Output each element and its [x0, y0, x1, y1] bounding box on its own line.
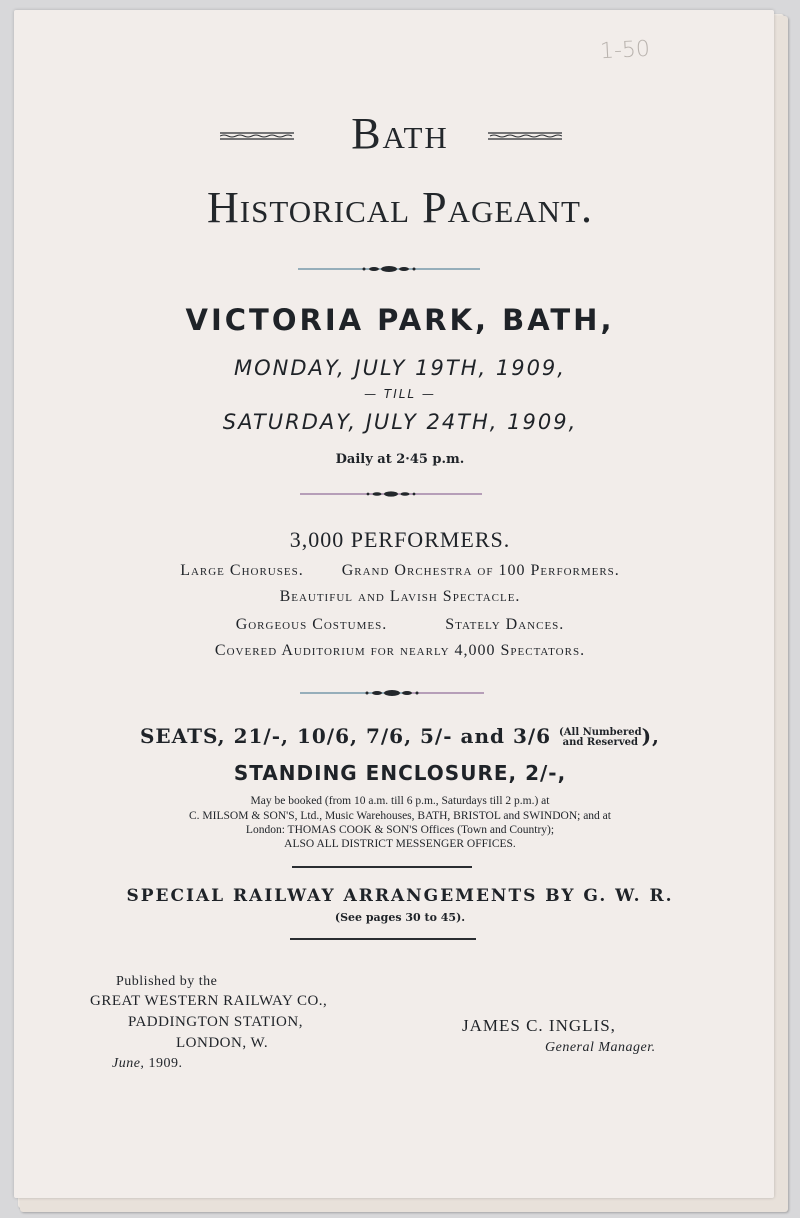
ornament-rule-icon — [300, 489, 482, 499]
seat-note: (All Numbered and Reserved — [559, 726, 642, 748]
feature-line-4: Covered Auditorium for nearly 4,000 Spectators. — [214, 642, 586, 659]
feature-choruses: Large Choruses. — [180, 562, 304, 579]
wavy-rule-right-icon — [488, 130, 562, 142]
railway-arrangements: SPECIAL RAILWAY ARRANGEMENTS BY G. W. R. — [126, 886, 674, 906]
ornament-rule-icon — [298, 264, 480, 274]
feature-line-3 — [0, 616, 800, 634]
seat-note-close: ), — [641, 724, 661, 748]
seat-prices-text: SEATS, 21/-, 10/6, 7/6, 5/- and 3/6 — [139, 724, 552, 748]
till-label: — TILL — — [364, 387, 436, 401]
publisher-company: GREAT WESTERN RAILWAY CO., — [90, 993, 328, 1009]
feature-dances: Stately Dances. — [445, 616, 565, 633]
title-line-1: Bath — [351, 109, 449, 158]
publisher-station: PADDINGTON STATION, — [128, 1014, 303, 1030]
title-line-2: Historical Pageant. — [207, 183, 593, 232]
performers-headline: 3,000 PERFORMERS. — [289, 527, 511, 552]
railway-pages: (See pages 30 to 45). — [334, 911, 466, 924]
booking-line-4: ALSO ALL DISTRICT MESSENGER OFFICES. — [284, 838, 516, 850]
end-date: SATURDAY, JULY 24TH, 1909, — [222, 410, 578, 434]
divider-rule — [292, 866, 472, 868]
publication-year: 1909. — [148, 1056, 183, 1071]
signatory-title: General Manager. — [545, 1040, 656, 1055]
feature-costumes: Gorgeous Costumes. — [235, 616, 388, 633]
feature-line-1 — [0, 562, 800, 580]
booking-line-2: C. MILSOM & SON'S, Ltd., Music Warehouses, BATH, BRISTOL and SWINDON; and at — [189, 810, 611, 822]
seat-note-line-1: All Numbered — [563, 726, 642, 738]
published-by: Published by the — [116, 974, 218, 989]
daily-time: Daily at 2·45 p.m. — [335, 452, 465, 467]
start-date: MONDAY, JULY 19TH, 1909, — [234, 356, 566, 380]
feature-line-2: Beautiful and Lavish Spectacle. — [279, 588, 521, 605]
venue: VICTORIA PARK, BATH, — [185, 303, 615, 337]
feature-orchestra: Grand Orchestra of 100 Performers. — [341, 562, 620, 579]
booking-line-3: London: THOMAS COOK & SON'S Offices (Town and Country); — [245, 824, 555, 836]
signatory-name: JAMES C. INGLIS, — [462, 1016, 616, 1035]
pencil-annotation: 1-50 — [599, 36, 651, 65]
divider-rule — [290, 938, 476, 940]
standing-enclosure: STANDING ENCLOSURE, 2/-, — [233, 761, 567, 785]
seat-prices — [0, 724, 800, 748]
booking-line-1: May be booked (from 10 a.m. till 6 p.m., Saturdays till 2 p.m.) at — [250, 795, 550, 807]
publication-month: June, — [112, 1056, 145, 1071]
publisher-city: LONDON, W. — [176, 1035, 269, 1051]
seat-note-line-2: and Reserved — [562, 736, 638, 748]
ornament-rule-icon — [300, 688, 484, 698]
publication-date — [112, 1056, 182, 1072]
